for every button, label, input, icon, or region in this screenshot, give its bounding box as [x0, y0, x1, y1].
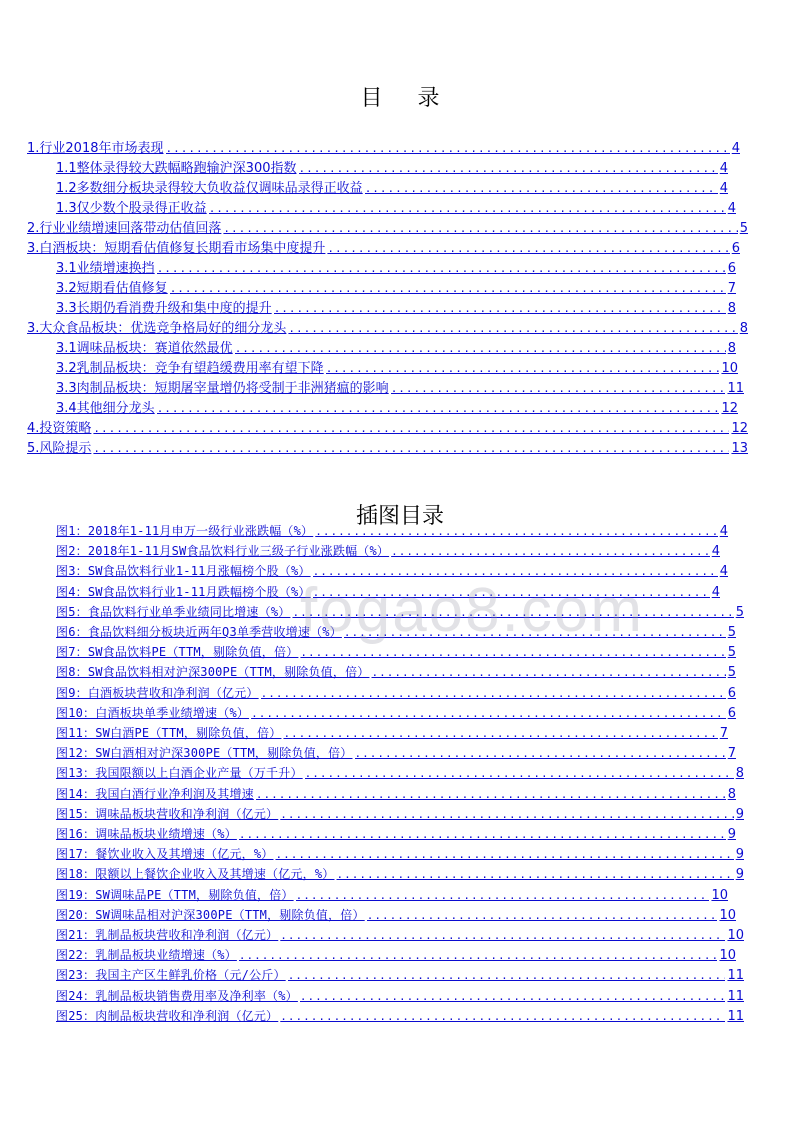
figure-entry-page-number: 4	[719, 564, 728, 580]
toc-entry-11[interactable]	[56, 340, 736, 360]
toc-entry-page-number: 13	[731, 441, 748, 456]
toc-entry-page-number: 4	[727, 201, 736, 216]
figure-entry-6[interactable]	[56, 623, 736, 643]
figure-entry-label: 图17：餐饮业收入及其增速（亿元，%）	[56, 847, 274, 862]
figure-entry-page-number: 10	[711, 887, 728, 903]
figure-entry-23[interactable]	[56, 966, 744, 986]
toc-entry-6[interactable]	[27, 240, 740, 260]
dot-leader	[280, 1008, 725, 1026]
figure-entry-label: 图7：SW食品饮料PE（TTM，剔除负值，倍）	[56, 645, 299, 660]
dot-leader	[313, 584, 710, 602]
dot-leader	[296, 887, 710, 905]
toc-entry-12[interactable]	[56, 360, 738, 380]
figure-entry-label: 图21：乳制品板块营收和净利润（亿元）	[56, 928, 279, 942]
figure-entry-15[interactable]	[56, 805, 744, 825]
figure-entry-2[interactable]	[56, 542, 720, 562]
figure-entry-label: 图25：肉制品板块营收和净利润（亿元）	[56, 1008, 279, 1023]
dot-leader	[300, 988, 726, 1006]
dot-leader	[288, 967, 726, 985]
toc-entry-label: 3.白酒板块：短期看估值修复长期看市场集中度提升	[27, 241, 326, 256]
toc-entry-label: 3.大众食品板块：优选竞争格局好的细分龙头	[27, 321, 287, 336]
toc-entry-page-number: 12	[731, 421, 748, 436]
dot-leader	[391, 380, 726, 398]
dot-leader	[239, 826, 726, 844]
toc-entry-page-number: 5	[739, 221, 748, 236]
toc-entry-label: 1.1整体录得较大跌幅略跑输沪深300指数	[56, 161, 297, 176]
toc-entry-page-number: 6	[731, 241, 740, 256]
dot-leader	[365, 180, 718, 198]
figure-entry-label: 图1：2018年1-11月申万一级行业涨跌幅（%）	[56, 524, 314, 538]
figure-entry-label: 图12：SW白酒相对沪深300PE（TTM，剔除负值，倍）	[56, 746, 353, 761]
toc-entry-page-number: 8	[739, 321, 748, 336]
dot-leader	[166, 140, 730, 158]
figure-entry-17[interactable]	[56, 845, 744, 865]
dot-leader	[305, 765, 734, 783]
toc-entry-page-number: 8	[727, 301, 736, 316]
dot-leader	[371, 664, 725, 682]
toc-entry-page-number: 6	[727, 261, 736, 276]
dot-leader	[280, 806, 733, 824]
figure-entry-page-number: 9	[735, 847, 744, 863]
figure-entry-page-number: 4	[719, 524, 728, 539]
figure-entry-label: 图10：白酒板块单季业绩增速（%）	[56, 705, 250, 720]
figure-entry-1[interactable]	[56, 522, 728, 542]
figure-entry-8[interactable]	[56, 663, 736, 683]
toc-entry-8[interactable]	[56, 280, 736, 300]
toc-entry-page-number: 7	[727, 281, 736, 296]
figure-list-title: 插图目录	[355, 503, 444, 529]
dot-leader	[355, 745, 726, 763]
toc-entry-1[interactable]	[27, 140, 740, 160]
toc-entry-label: 1.2多数细分板块录得较大负收益仅调味品录得正收益	[56, 181, 363, 196]
dot-leader	[336, 866, 733, 884]
dot-leader	[157, 260, 726, 278]
toc-entry-page-number: 11	[727, 381, 744, 396]
figure-entry-page-number: 7	[719, 726, 728, 741]
dot-leader	[209, 200, 726, 218]
figure-entry-page-number: 5	[735, 604, 744, 620]
figure-entry-label: 图6：食品饮料细分板块近两年Q3单季营收增速（%）	[56, 625, 342, 639]
figure-entry-24[interactable]	[56, 987, 744, 1007]
dot-leader	[239, 947, 718, 965]
toc-entry-label: 3.1调味品板块：赛道依然最优	[56, 341, 233, 356]
figure-entry-page-number: 6	[727, 705, 736, 721]
figure-entry-page-number: 10	[719, 948, 736, 964]
toc-entry-page-number: 4	[719, 181, 728, 196]
toc-entry-label: 3.4其他细分龙头	[56, 401, 155, 416]
figure-entry-11[interactable]	[56, 724, 728, 744]
toc-entry-9[interactable]	[56, 300, 736, 320]
toc-entry-page-number: 12	[721, 401, 738, 416]
figure-entry-label: 图13：我国限额以上白酒企业产量（万千升）	[56, 766, 303, 781]
figure-entry-page-number: 5	[727, 625, 736, 640]
figure-entry-16[interactable]	[56, 825, 736, 845]
figure-entry-page-number: 6	[727, 685, 736, 701]
figure-entry-5[interactable]	[56, 603, 744, 623]
figure-entry-page-number: 11	[727, 968, 744, 984]
toc-entry-label: 3.3长期仍看消费升级和集中度的提升	[56, 301, 272, 316]
dot-leader	[251, 705, 726, 723]
toc-entry-7[interactable]	[56, 260, 736, 280]
figure-entry-14[interactable]	[56, 785, 736, 805]
figure-entry-label: 图4：SW食品饮料行业1-11月跌幅榜个股（%）	[56, 584, 311, 599]
figure-entry-20[interactable]	[56, 906, 736, 926]
dot-leader	[327, 240, 729, 258]
figure-entry-19[interactable]	[56, 886, 728, 906]
dot-leader	[275, 846, 733, 864]
figure-entry-page-number: 9	[735, 806, 744, 822]
figure-entry-page-number: 8	[735, 766, 744, 782]
toc-entry-15[interactable]	[27, 420, 748, 440]
toc-entry-3[interactable]	[56, 180, 728, 200]
figure-entry-label: 图3：SW食品饮料行业1-11月涨幅榜个股（%）	[56, 564, 311, 579]
toc-entry-page-number: 8	[727, 341, 736, 356]
figure-entry-page-number: 4	[711, 584, 720, 600]
figure-entry-page-number: 10	[719, 907, 736, 923]
dot-leader	[261, 685, 726, 703]
figure-entry-3[interactable]	[56, 562, 728, 582]
dot-leader	[274, 300, 726, 318]
toc-entry-page-number: 10	[721, 361, 738, 376]
figure-entry-page-number: 9	[727, 827, 736, 842]
figure-entry-page-number: 5	[727, 665, 736, 681]
figure-entry-label: 图8：SW食品饮料相对沪深300PE（TTM，剔除负值，倍）	[56, 665, 370, 680]
toc-entry-16[interactable]	[27, 440, 748, 460]
toc-title: 目 录	[360, 85, 454, 111]
figure-entry-label: 图5：食品饮料行业单季业绩同比增速（%）	[56, 604, 291, 619]
figure-entry-21[interactable]	[56, 926, 744, 946]
dot-leader	[344, 624, 726, 642]
figure-entry-10[interactable]	[56, 704, 736, 724]
dot-leader	[326, 360, 720, 378]
dot-leader	[280, 927, 725, 945]
figure-entry-page-number: 7	[727, 746, 736, 762]
dot-leader	[391, 543, 710, 561]
figure-entry-22[interactable]	[56, 946, 736, 966]
toc-entry-label: 1.行业2018年市场表现	[27, 141, 164, 156]
toc-entry-13[interactable]	[56, 380, 744, 400]
figure-entry-page-number: 9	[735, 867, 744, 883]
figure-entry-page-number: 10	[727, 928, 744, 943]
figure-entry-9[interactable]	[56, 684, 736, 704]
toc-entry-label: 3.2短期看估值修复	[56, 281, 168, 296]
toc-entry-14[interactable]	[56, 400, 738, 420]
figure-entry-4[interactable]	[56, 583, 720, 603]
toc-entry-label: 3.3肉制品板块：短期屠宰量增仍将受制于非洲猪瘟的影响	[56, 381, 389, 396]
dot-leader	[367, 907, 718, 925]
dot-leader	[299, 160, 718, 178]
figure-entry-label: 图20：SW调味品相对沪深300PE（TTM，剔除负值，倍）	[56, 907, 365, 922]
figure-entry-page-number: 11	[727, 1008, 744, 1024]
dot-leader	[283, 725, 717, 743]
figure-entry-25[interactable]	[56, 1007, 744, 1027]
toc-entry-4[interactable]	[56, 200, 736, 220]
figure-entry-label: 图15：调味品板块营收和净利润（亿元）	[56, 806, 279, 821]
figure-entry-label: 图11：SW白酒PE（TTM，剔除负值，倍）	[56, 726, 282, 740]
toc-entry-10[interactable]	[27, 320, 748, 340]
figure-entry-7[interactable]	[56, 643, 736, 663]
figure-entry-label: 图16：调味品板块业绩增速（%）	[56, 827, 237, 841]
dot-leader	[223, 220, 737, 238]
figure-entry-label: 图18：限额以上餐饮企业收入及其增速（亿元，%）	[56, 867, 335, 882]
figure-entry-label: 图2：2018年1-11月SW食品饮料行业三级子行业涨跌幅（%）	[56, 544, 390, 559]
toc-entry-2[interactable]	[56, 160, 728, 180]
figure-entry-page-number: 11	[727, 988, 744, 1004]
figure-entry-12[interactable]	[56, 744, 736, 764]
figure-entry-page-number: 5	[727, 645, 736, 661]
toc-entry-label: 3.2乳制品板块：竞争有望趋缓费用率有望下降	[56, 361, 324, 376]
dot-leader	[157, 400, 720, 418]
toc-entry-label: 4.投资策略	[27, 421, 92, 436]
toc-entry-page-number: 4	[719, 161, 728, 176]
toc-entry-label: 5.风险提示	[27, 441, 92, 456]
figure-entry-label: 图19：SW调味品PE（TTM，剔除负值，倍）	[56, 887, 294, 902]
toc-entry-label: 3.1业绩增速换挡	[56, 261, 155, 276]
dot-leader	[315, 523, 717, 541]
dot-leader	[93, 420, 729, 438]
toc-entry-page-number: 4	[731, 141, 740, 156]
dot-leader	[313, 563, 718, 581]
figure-entry-label: 图14：我国白酒行业净利润及其增速	[56, 786, 254, 801]
figure-entry-label: 图9：白酒板块营收和净利润（亿元）	[56, 685, 259, 700]
dot-leader	[292, 604, 733, 622]
toc-entry-label: 1.3仅少数个股录得正收益	[56, 201, 207, 216]
figure-entry-label: 图24：乳制品板块销售费用率及净利率（%）	[56, 988, 298, 1003]
figure-entry-page-number: 4	[711, 544, 720, 560]
dot-leader	[300, 644, 725, 662]
toc-entry-label: 2.行业业绩增速回落带动估值回落	[27, 221, 222, 236]
dot-leader	[288, 320, 737, 338]
dot-leader	[93, 440, 729, 458]
figure-entry-18[interactable]	[56, 865, 744, 885]
toc-entry-5[interactable]	[27, 220, 748, 240]
figure-entry-13[interactable]	[56, 764, 744, 784]
figure-entry-label: 图22：乳制品板块业绩增速（%）	[56, 948, 237, 963]
watermark: fogao8.com	[300, 576, 644, 645]
dot-leader	[256, 786, 726, 804]
figure-entry-page-number: 8	[727, 786, 736, 802]
dot-leader	[235, 340, 726, 358]
figure-entry-label: 图23：我国主产区生鲜乳价格（元/公斤）	[56, 968, 286, 983]
dot-leader	[170, 280, 726, 298]
